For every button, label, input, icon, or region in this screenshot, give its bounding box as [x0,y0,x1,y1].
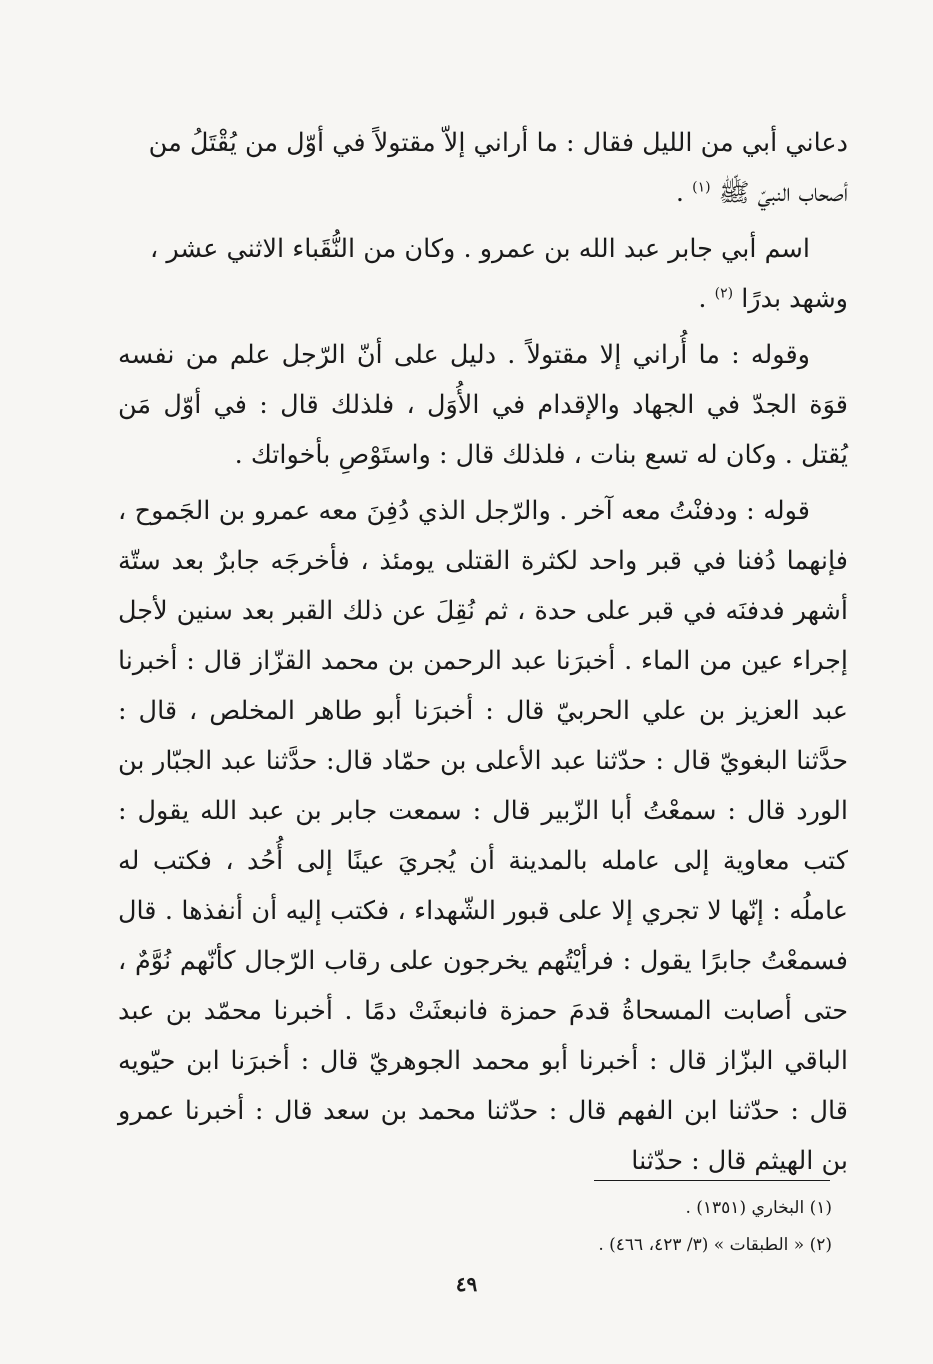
footnote-1: (١) البخاري (١٣٥١) . [685,1198,832,1218]
paragraph-1-line-1: دعاني أبي من الليل فقال : ما أراني إلاّ مقتولاً في أوّل من يُقْتَلُ من [148,128,848,158]
paragraph-2 [118,224,848,324]
footnote-divider [594,1180,830,1181]
footnote-2: (٢) « الطبقات » (٣/ ٤٢٣، ٤٦٦) . [598,1235,832,1255]
footnote-ref-1: (١) [692,179,711,196]
paragraph-2-line-2: وشهد بدرًا [741,284,848,314]
paragraph-2-line-1: اسم أبي جابر عبد الله بن عمرو . وكان من النُّقَباء الاثني عشر ، [149,234,810,264]
main-text [118,118,848,1186]
paragraph-2-tail: . [698,284,715,314]
paragraph-4: قوله : ودفنْتُ معه آخر . والرّجل الذي دُفِنَ معه عمرو بن الجَموح ، فإنهما دُفنا في قبر واحد لكثرة القتلى يومئذ ، فأخرجَه جابرٌ بعد ستّة أشهر فدفنَه في قبر على حدة ، ثم نُقِلَ عن ذلك القبر بعد سنين لأجل إجراء عين من الماء . أخبرَنا عبد الرحمن بن محمد القزّاز قال : أخبرنا عبد العزيز بن علي الحربيّ قال : أخبرَنا أبو طاهر المخلص ، قال : حدَّثنا البغويّ قال : حدّثنا عبد الأعلى بن حمّاد قال: حدَّثنا عبد الجبّار بن الورد قال : سمعْتُ أبا الزّبير قال : سمعت جابر بن عبد الله يقول : كتب معاوية إلى عامله بالمدينة أن يُجريَ عينًا إلى أُحُد ، فكتب له عاملُه : إنّها لا تجري إلا على قبور الشّهداء ، فكتب إليه أن أنفذها . قال فسمعْتُ جابرًا يقول : فرأيْتُهم يخرجون على رقاب الرّجال كأنّهم نُوَّمٌ ، حتى أصابت المسحاةُ قدمَ حمزة فانبعثَتْ دمًا . أخبرنا محمّد بن عبد الباقي البزّاز قال : أخبرنا أبو محمد الجوهريّ قال : أخبرَنا ابن حيّويه قال : حدّثنا ابن الفهم قال : حدّثنا محمد بن سعد قال : أخبرنا عمرو بن الهيثم قال : حدّثنا [118,496,848,1176]
paragraph-1-line-2: أصحاب النبيّ ﷺ [718,178,848,208]
page-number: ٤٩ [455,1272,478,1296]
footnotes [232,1190,832,1264]
footnote-ref-2: (٢) [714,285,734,302]
paragraph-1-tail: . [675,178,693,208]
paragraph-1 [118,118,848,218]
paragraph-3: وقوله : ما أُراني إلا مقتولاً . دليل على أنّ الرّجل علم من نفسه قوَة الجدّ في الجهاد والإقدام في الأُوَل ، فلذلك قال : في أوّل مَن يُقتل . وكان له تسع بنات ، فلذلك قال : واستَوْصِ بأخواتك . [118,340,848,470]
